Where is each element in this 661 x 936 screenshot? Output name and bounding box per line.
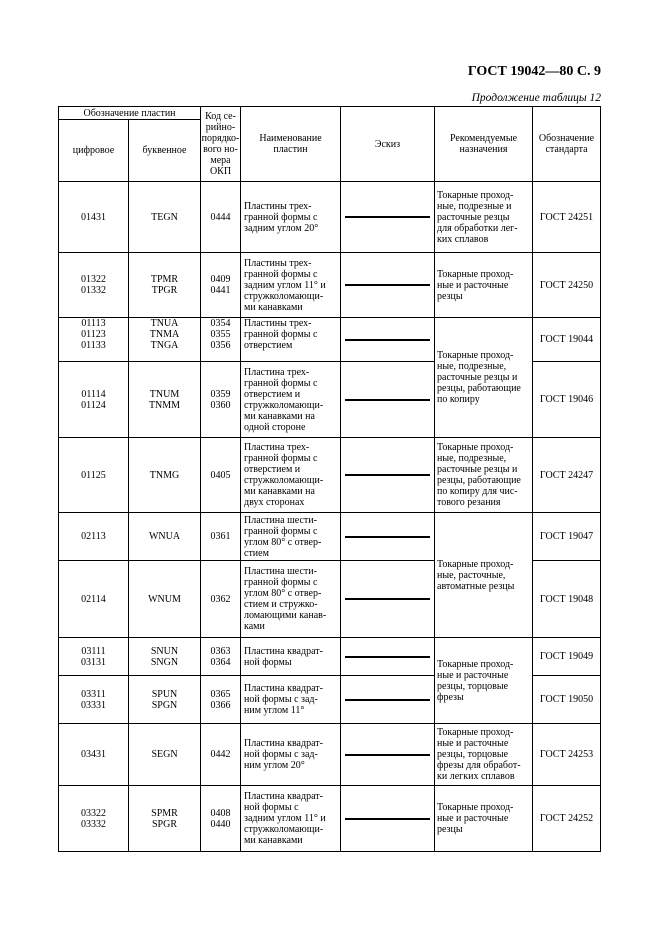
table-continuation: Продолжение таблицы 12 xyxy=(471,92,601,104)
recommendation-6: Токарные проход- ные и расточные резцы, торцовые фрезы xyxy=(435,638,533,724)
standard-cell: ГОСТ 19049 xyxy=(533,638,601,676)
standard-cell: ГОСТ 24253 xyxy=(533,724,601,786)
standard-cell: ГОСТ 24252 xyxy=(533,786,601,852)
table-row: 01322 01332 TPMR TPGR 0409 0441 Пластины трех- гранной формы с задним углом 11° и стружколомающи- ми канавками Токарные проход- ные и расточные резцы ГОСТ 24250 xyxy=(59,253,601,318)
standard-cell: ГОСТ 24251 xyxy=(533,182,601,253)
sketch-square-plain xyxy=(345,656,430,658)
header-okp: Код се- рийно- порядко- вого но- мера ОКП xyxy=(201,107,241,182)
table-row: 01113 01123 01133 TNUA TNMA TNGA 0354 0355 0356 Пластины трех- гранной формы с отверстием Токарные проход- ные, подрезные, расточные резцы и резцы, работающие по копиру ГОСТ 19044 xyxy=(59,318,601,362)
recommendation-8: Токарные проход- ные и расточные резцы xyxy=(435,786,533,852)
sketch-triangle-hole xyxy=(345,339,430,341)
sketch-triangle-plain xyxy=(345,216,430,218)
header-digital: цифровое xyxy=(59,120,129,182)
sketch-trigon-hole-grooved xyxy=(345,598,430,600)
sketch-triangle-hole-double-grooved xyxy=(345,474,430,476)
sketch-square-grooved xyxy=(345,818,430,820)
standard-cell: ГОСТ 24247 xyxy=(533,438,601,513)
table-row: 03322 03332 SPMR SPGR 0408 0440 Пластина квадрат- ной формы с задним углом 11° и стружколомающи- ми канавками Токарные проход- ные и расточные резцы ГОСТ 24252 xyxy=(59,786,601,852)
table-row: 03311 03331 SPUN SPGN 0365 0366 Пластина квадрат- ной формы с зад- ним углом 11° ГОСТ 19050 xyxy=(59,676,601,724)
recommendation-1: Токарные проход- ные, подрезные и расточные резцы для обработки лег- ких сплавов xyxy=(435,182,533,253)
standard-cell: ГОСТ 19048 xyxy=(533,561,601,638)
standard-cell: ГОСТ 19046 xyxy=(533,362,601,438)
recommendation-4: Токарные проход- ные, подрезные, расточные резцы и резцы, работающие по копиру для чис- тового резания xyxy=(435,438,533,513)
standard-cell: ГОСТ 19050 xyxy=(533,676,601,724)
recommendation-3: Токарные проход- ные, подрезные, расточные резцы и резцы, работающие по копиру xyxy=(435,318,533,438)
table-row: 02113 WNUA 0361 Пластина шести- гранной формы с углом 80° с отвер- стием Токарные проход- ные, расточные, автоматные резцы ГОСТ 19047 xyxy=(59,513,601,561)
page-header: ГОСТ 19042—80 С. 9 xyxy=(467,64,601,79)
recommendation-5: Токарные проход- ные, расточные, автоматные резцы xyxy=(435,513,533,638)
header-standard: Обозначение стандарта xyxy=(533,107,601,182)
recommendation-7: Токарные проход- ные и расточные резцы, торцовые фрезы для обработ- ки легких сплавов xyxy=(435,724,533,786)
table-row: 01125 TNMG 0405 Пластина трех- гранной формы с отверстием и стружколомающи- ми канавками на двух сторонах Токарные проход- ные, подрезные, расточные резцы и резцы, работающие по копиру для чис- тового резания ГОСТ 24247 xyxy=(59,438,601,513)
inserts-table xyxy=(58,106,601,852)
table-row: 03431 SEGN 0442 Пластина квадрат- ной формы с зад- ним углом 20° Токарные проход- ные и расточные резцы, торцовые фрезы для обработ- ки легких сплавов ГОСТ 24253 xyxy=(59,724,601,786)
recommendation-2: Токарные проход- ные и расточные резцы xyxy=(435,253,533,318)
header-sketch: Эскиз xyxy=(341,107,435,182)
header-letter: буквенное xyxy=(129,120,201,182)
table-row: 03111 03131 SNUN SNGN 0363 0364 Пластина квадрат- ной формы Токарные проход- ные и расточные резцы, торцовые фрезы ГОСТ 19049 xyxy=(59,638,601,676)
header-recommended: Рекомендуемые назначения xyxy=(435,107,533,182)
standard-cell: ГОСТ 24250 xyxy=(533,253,601,318)
standard-cell: ГОСТ 19044 xyxy=(533,318,601,362)
sketch-trigon-hole xyxy=(345,536,430,538)
header-name: Наименование пластин xyxy=(241,107,341,182)
sketch-square-relief-11 xyxy=(345,699,430,701)
standard-cell: ГОСТ 19047 xyxy=(533,513,601,561)
header-designation: Обозначение пластин xyxy=(59,107,201,120)
table-row: 02114 WNUM 0362 Пластина шести- гранной формы с углом 80° с отвер- стием и стружко- ломающими канав- ками ГОСТ 19048 xyxy=(59,561,601,638)
table-row: 01431 TEGN 0444 Пластины трех- гранной формы с задним углом 20° Токарные проход- ные, подрезные и расточные резцы для обработки лег- ких сплавов ГОСТ 24251 xyxy=(59,182,601,253)
sketch-triangle-grooved xyxy=(345,284,430,286)
sketch-triangle-hole-grooved xyxy=(345,399,430,401)
sketch-square-relief-20 xyxy=(345,754,430,756)
table-row: 01114 01124 TNUM TNMM 0359 0360 Пластина трех- гранной формы с отверстием и стружколомающи- ми канавками на одной стороне ГОСТ 19046 xyxy=(59,362,601,438)
